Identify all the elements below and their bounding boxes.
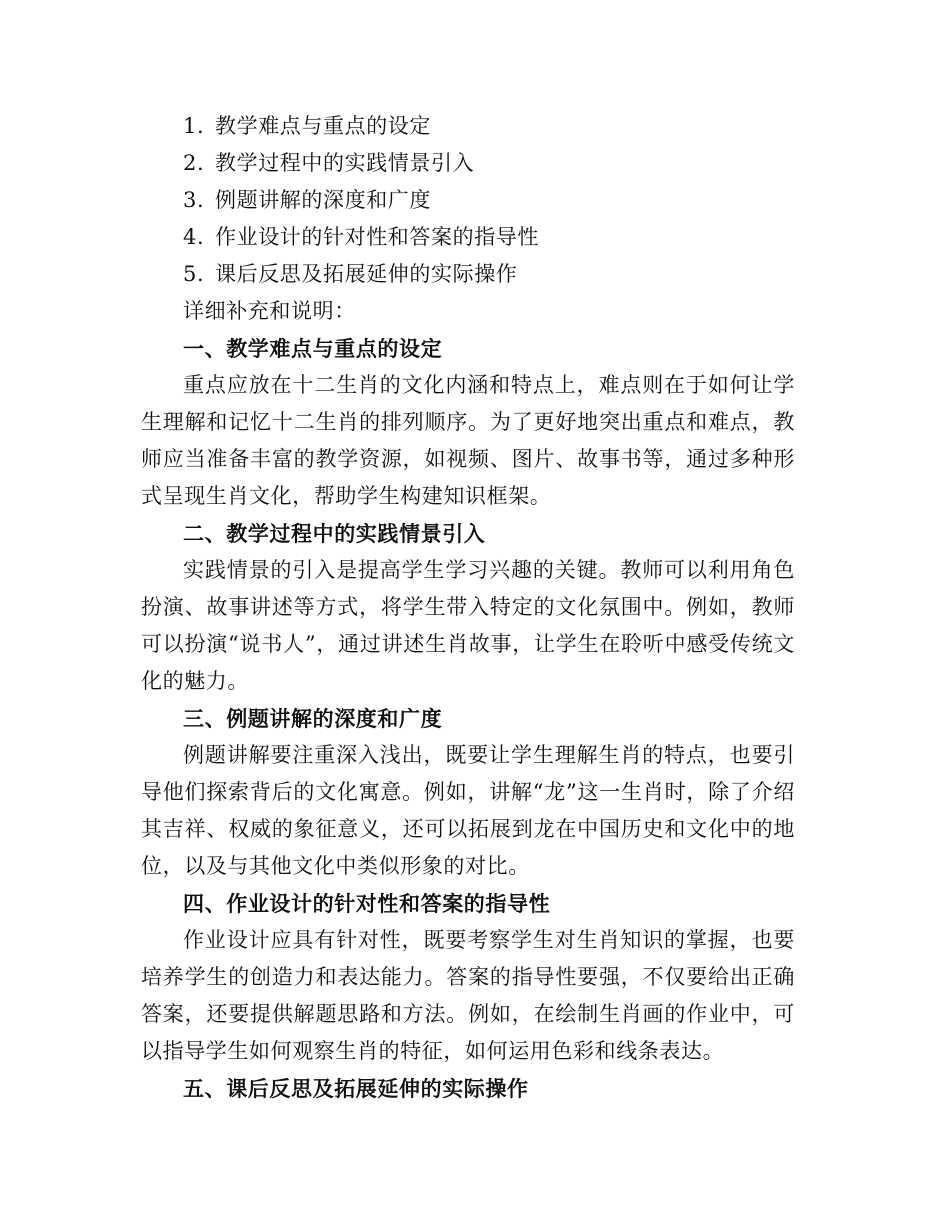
section-heading-3: 三、例题讲解的深度和广度: [183, 706, 443, 731]
section-heading-1: 一、教学难点与重点的设定: [183, 336, 443, 361]
outline-number: 5.: [183, 262, 205, 286]
outline-text: 例题讲解的深度和广度: [215, 188, 431, 212]
outline-text: 教学过程中的实践情景引入: [215, 151, 475, 175]
outline-text: 作业设计的针对性和答案的指导性: [215, 225, 539, 249]
outline-item-2: [141, 145, 795, 182]
intro-line: 详细补充和说明：: [183, 299, 356, 323]
document-content: [141, 108, 795, 1107]
section-heading-5: 五、课后反思及拓展延伸的实际操作: [183, 1076, 529, 1101]
outline-item-4: [141, 219, 795, 256]
section-body-4: 作业设计应具有针对性，既要考察学生对生肖知识的掌握，也要培养学生的创造力和表达能力。答案的指导性要强，不仅要给出正确答案，还要提供解题思路和方法。例如，在绘制生肖画的作业中，可以指导学生如何观察生肖的特征，如何运用色彩和线条表达。: [141, 928, 795, 1063]
outline-text: 课后反思及拓展延伸的实际操作: [215, 262, 518, 286]
section-heading-4: 四、作业设计的针对性和答案的指导性: [183, 891, 551, 916]
section-body-2: 实践情景的引入是提高学生学习兴趣的关键。教师可以利用角色扮演、故事讲述等方式，将学生带入特定的文化氛围中。例如，教师可以扮演“说书人”，通过讲述生肖故事，让学生在聆听中感受传统文化的魅力。: [141, 558, 795, 693]
outline-item-5: [141, 256, 795, 293]
outline-number: 1.: [183, 114, 205, 138]
outline-number: 4.: [183, 225, 205, 249]
section-body-3: 例题讲解要注重深入浅出，既要让学生理解生肖的特点，也要引导他们探索背后的文化寓意。例如，讲解“龙”这一生肖时，除了介绍其吉祥、权威的象征意义，还可以拓展到龙在中国历史和文化中的地位，以及与其他文化中类似形象的对比。: [141, 743, 795, 878]
section-body-1: 重点应放在十二生肖的文化内涵和特点上，难点则在于如何让学生理解和记忆十二生肖的排列顺序。为了更好地突出重点和难点，教师应当准备丰富的教学资源，如视频、图片、故事书等，通过多种形式呈现生肖文化，帮助学生构建知识框架。: [141, 373, 795, 508]
outline-item-3: [141, 182, 795, 219]
outline-number: 2.: [183, 151, 205, 175]
outline-item-1: [141, 108, 795, 145]
section-heading-2: 二、教学过程中的实践情景引入: [183, 521, 486, 546]
outline-number: 3.: [183, 188, 205, 212]
outline-text: 教学难点与重点的设定: [215, 114, 431, 138]
